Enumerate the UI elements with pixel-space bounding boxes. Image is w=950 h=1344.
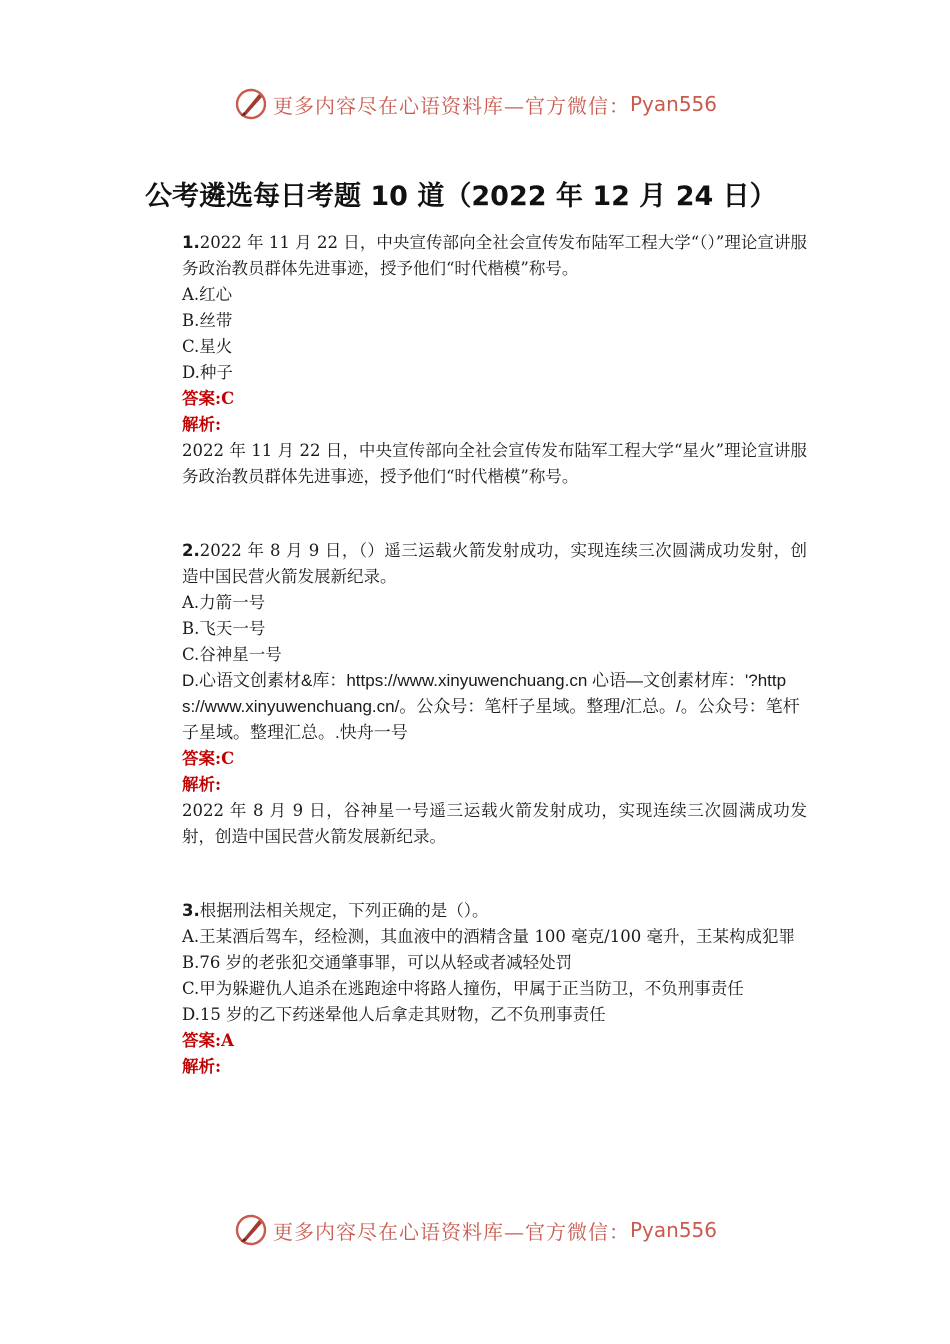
analysis-label: 解析: [182,1057,222,1076]
option-d: D.15 岁的乙下药迷晕他人后拿走其财物，乙不负刑事责任 [182,1005,606,1024]
option-b: B.飞天一号 [182,619,266,638]
quill-logo-icon [233,86,269,122]
option-a: A.红心 [182,285,233,304]
question-3 [145,898,807,1080]
question-stem: 1.2022 年 11 月 22 日，中央宣传部向全社会宣传发布陆军工程大学“（）”理论宣讲服务政治教员群体先进事迹，授予他们“时代楷模”称号。 [182,233,807,278]
answer-value: C [221,389,235,408]
question-stem: 3.根据刑法相关规定，下列正确的是（）。 [182,901,489,920]
question-stem: 2.2022 年 8 月 9 日，（）遥三运载火箭发射成功，实现连续三次圆满成功发射，创造中国民营火箭发展新纪录。 [182,541,807,586]
answer-line: 答案:C [182,749,235,768]
analysis-text: 2022 年 11 月 22 日，中央宣传部向全社会宣传发布陆军工程大学“星火”理论宣讲服务政治教员群体先进事迹，授予他们“时代楷模”称号。 [182,441,807,486]
option-a: A.力箭一号 [182,593,266,612]
option-d: D.心语文创素材&库：https://www.xinyuwenchuang.cn 心语—文创素材库：'?https://www.xinyuwenchuang.cn/。公众号：笔杆子星域。整理/汇总。/。公众号：笔杆子星域。整理汇总。.快舟一号 [182,671,800,742]
page-title: 公考遴选每日考题 10 道（2022 年 12 月 24 日） [145,181,777,212]
option-c: C.谷神星一号 [182,645,282,664]
analysis-label: 解析: [182,415,222,434]
option-c: C.甲为躲避仇人追杀在逃跑途中将路人撞伤，甲属于正当防卫，不负刑事责任 [182,979,744,998]
option-c: C.星火 [182,337,233,356]
question-2 [145,538,807,850]
analysis-text: 2022 年 8 月 9 日，谷神星一号遥三运载火箭发射成功，实现连续三次圆满成功发射，创造中国民营火箭发展新纪录。 [182,801,807,846]
banner-wechat-id: Pyan556 [629,1218,717,1242]
question-1 [145,230,807,490]
header-banner [0,84,950,124]
answer-value: C [221,749,235,768]
quill-logo-icon [233,1212,269,1248]
option-b: B.76 岁的老张犯交通肇事罪，可以从轻或者减轻处罚 [182,953,573,972]
footer-banner [0,1210,950,1250]
option-d: D.种子 [182,363,233,382]
banner-text: 更多内容尽在心语资料库—官方微信： [272,1219,630,1244]
question-list [145,230,807,1080]
banner-wechat-id: Pyan556 [629,92,717,116]
option-b: B.丝带 [182,311,233,330]
question-number: 1. [182,233,200,252]
option-a: A.王某酒后驾车，经检测，其血液中的酒精含量 100 毫克/100 毫升，王某构成犯罪 [182,927,795,946]
answer-line: 答案:C [182,389,235,408]
answer-value: A [221,1031,234,1050]
answer-line: 答案:A [182,1031,234,1050]
question-number: 2. [182,541,200,560]
question-number: 3. [182,901,200,920]
analysis-label: 解析: [182,775,222,794]
banner-text: 更多内容尽在心语资料库—官方微信： [272,93,630,118]
